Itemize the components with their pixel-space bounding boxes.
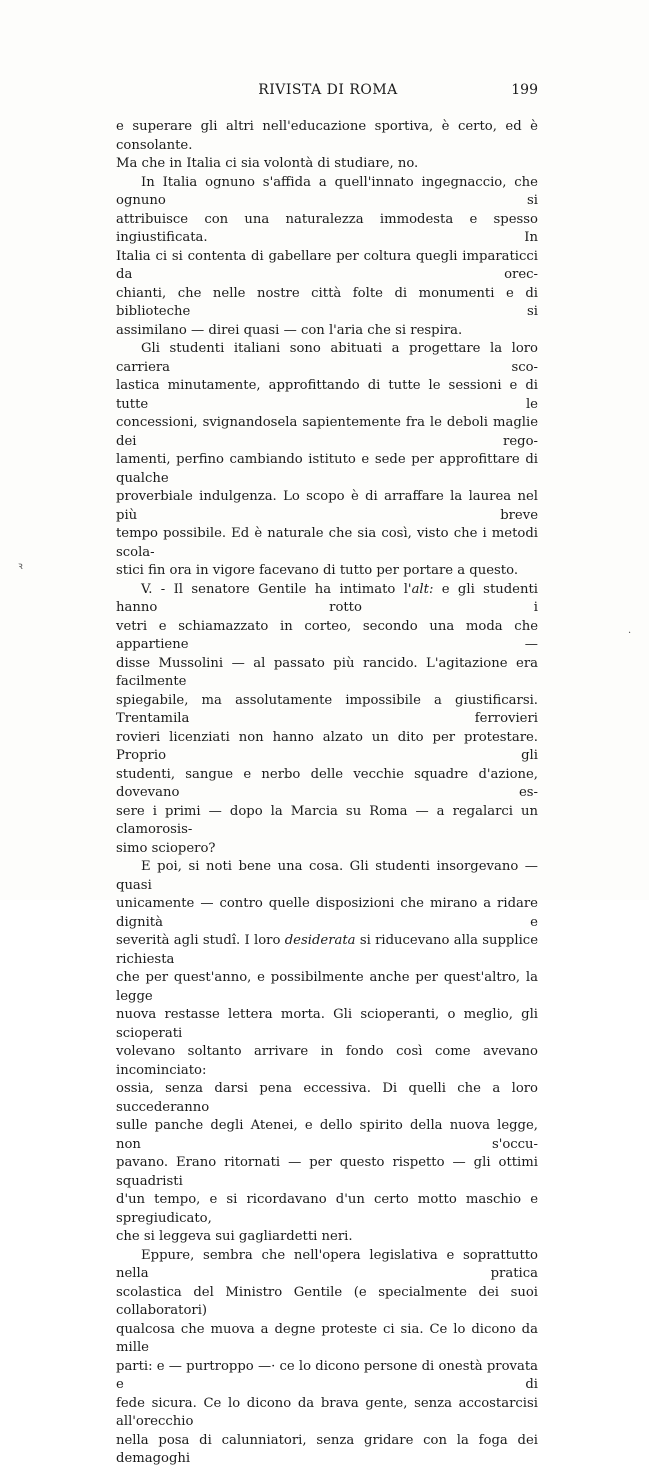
running-title: RIVISTA DI ROMA bbox=[258, 82, 398, 98]
text-line: assimilano — direi quasi — con l'aria che si respira. bbox=[116, 322, 463, 338]
text-line: ossia, senza darsi pena eccessiva. Di quelli che a loro succederanno bbox=[116, 1081, 538, 1115]
text-line: stici fin ora in vigore facevano di tutto per portare a questo. bbox=[116, 563, 519, 578]
margin-mark: ꝛ bbox=[18, 561, 23, 572]
text-line: concessioni, svignandosela sapientemente fra le deboli maglie dei rego- bbox=[116, 415, 538, 449]
text-line: e superare gli altri nell'educazione sportiva, è certo, ed è consolante. bbox=[116, 119, 538, 153]
text-segment: V. - Il senatore Gentile ha intimato l' bbox=[141, 581, 412, 597]
text-line: che per quest'anno, e possibilmente anche per quest'altro, la legge bbox=[116, 970, 538, 1004]
text-line: lastica minutamente, approfittando di tutte le sessioni e di tutte le bbox=[116, 378, 538, 412]
text-line: spiegabile, ma assolutamente impossibile a giustificarsi. Trentamila ferrovieri bbox=[116, 692, 538, 726]
text-line: lamenti, perfino cambiando istituto e sede per approfittare di qualche bbox=[116, 452, 538, 486]
text-line: unicamente — contro quelle disposizioni che mirano a ridare dignità e bbox=[116, 896, 538, 930]
text-line: In Italia ognuno s'affida a quell'innato ingegnaccio, che ognuno si bbox=[116, 174, 538, 208]
running-header bbox=[118, 82, 538, 106]
text-line: Gli studenti italiani sono abituati a progettare la loro carriera sco- bbox=[116, 341, 538, 375]
text-line: tempo possibile. Ed è naturale che sia così, visto che i metodi scola- bbox=[116, 526, 538, 560]
text-line bbox=[116, 581, 538, 618]
text-line bbox=[116, 932, 538, 969]
text-line: proverbiale indulgenza. Lo scopo è di arraffare la laurea nel più breve bbox=[116, 489, 538, 523]
text-line: fede sicura. Ce lo dicono da brava gente, senza accostarcisi all'orecchio bbox=[116, 1395, 538, 1429]
text-line: scolastica del Ministro Gentile (e specialmente dei suoi collaboratori) bbox=[116, 1284, 538, 1318]
text-line: studenti, sangue e nerbo delle vecchie squadre d'azione, dovevano es- bbox=[116, 766, 538, 800]
text-line: chianti, che nelle nostre città folte di monumenti e di biblioteche si bbox=[116, 285, 538, 319]
text-line: Eppure, sembra che nell'opera legislativa e soprattutto nella pratica bbox=[116, 1247, 538, 1281]
text-line: parti: e — purtroppo —· ce lo dicono persone di onestà provata e di bbox=[116, 1358, 538, 1392]
text-segment: si riducevano alla supplice richiesta bbox=[116, 933, 538, 967]
text-line: che si leggeva sui gagliardetti neri. bbox=[116, 1229, 353, 1244]
text-line: disse Mussolini — al passato più rancido. L'agitazione era facilmente bbox=[116, 655, 538, 689]
text-line: simo sciopero? bbox=[116, 840, 216, 856]
text-line: E poi, si noti bene una cosa. Gli studenti insorgevano — quasi bbox=[116, 859, 538, 893]
text-line: volevano soltanto arrivare in fondo così come avevano incominciato: bbox=[116, 1044, 538, 1078]
text-line: rovieri licenziati non hanno alzato un dito per protestare. Proprio gli bbox=[116, 729, 538, 763]
text-line: qualcosa che muova a degne proteste ci sia. Ce lo dicono da mille bbox=[116, 1321, 538, 1355]
text-line: Italia ci si contenta di gabellare per coltura quegli imparaticci da orec- bbox=[116, 248, 538, 282]
text-line: d'un tempo, e si ricordavano d'un certo motto maschio e spregiudicato, bbox=[116, 1192, 538, 1226]
text-line: attribuisce con una naturalezza immodesta e spesso ingiustificata. In bbox=[116, 211, 538, 245]
text-line: sere i primi — dopo la Marcia su Roma — a regalarci un clamorosis- bbox=[116, 803, 538, 837]
margin-mark: · bbox=[628, 628, 632, 639]
italic-word: alt: bbox=[411, 581, 434, 597]
text-line: Ma che in Italia ci sia volontà di studiare, no. bbox=[116, 156, 419, 171]
italic-word: desiderata bbox=[284, 933, 356, 948]
text-line: nuova restasse lettera morta. Gli scioperanti, o meglio, gli scioperati bbox=[116, 1007, 538, 1041]
text-line: nella posa di calunniatori, senza gridare con la foga dei demagoghi bbox=[116, 1432, 538, 1466]
text-line: sulle panche degli Atenei, e dello spirito della nuova legge, non s'occu- bbox=[116, 1118, 538, 1152]
text-segment: e gli studenti hanno rotto i bbox=[116, 581, 538, 615]
text-line: pavano. Erano ritornati — per questo rispetto — gli ottimi squadristi bbox=[116, 1155, 538, 1189]
text-line: vetri e schiamazzato in corteo, secondo una moda che appartiene — bbox=[116, 618, 538, 652]
text-segment: severità agli studî. I loro bbox=[116, 933, 285, 948]
page-number: 199 bbox=[511, 82, 538, 98]
body-text bbox=[116, 118, 538, 1469]
